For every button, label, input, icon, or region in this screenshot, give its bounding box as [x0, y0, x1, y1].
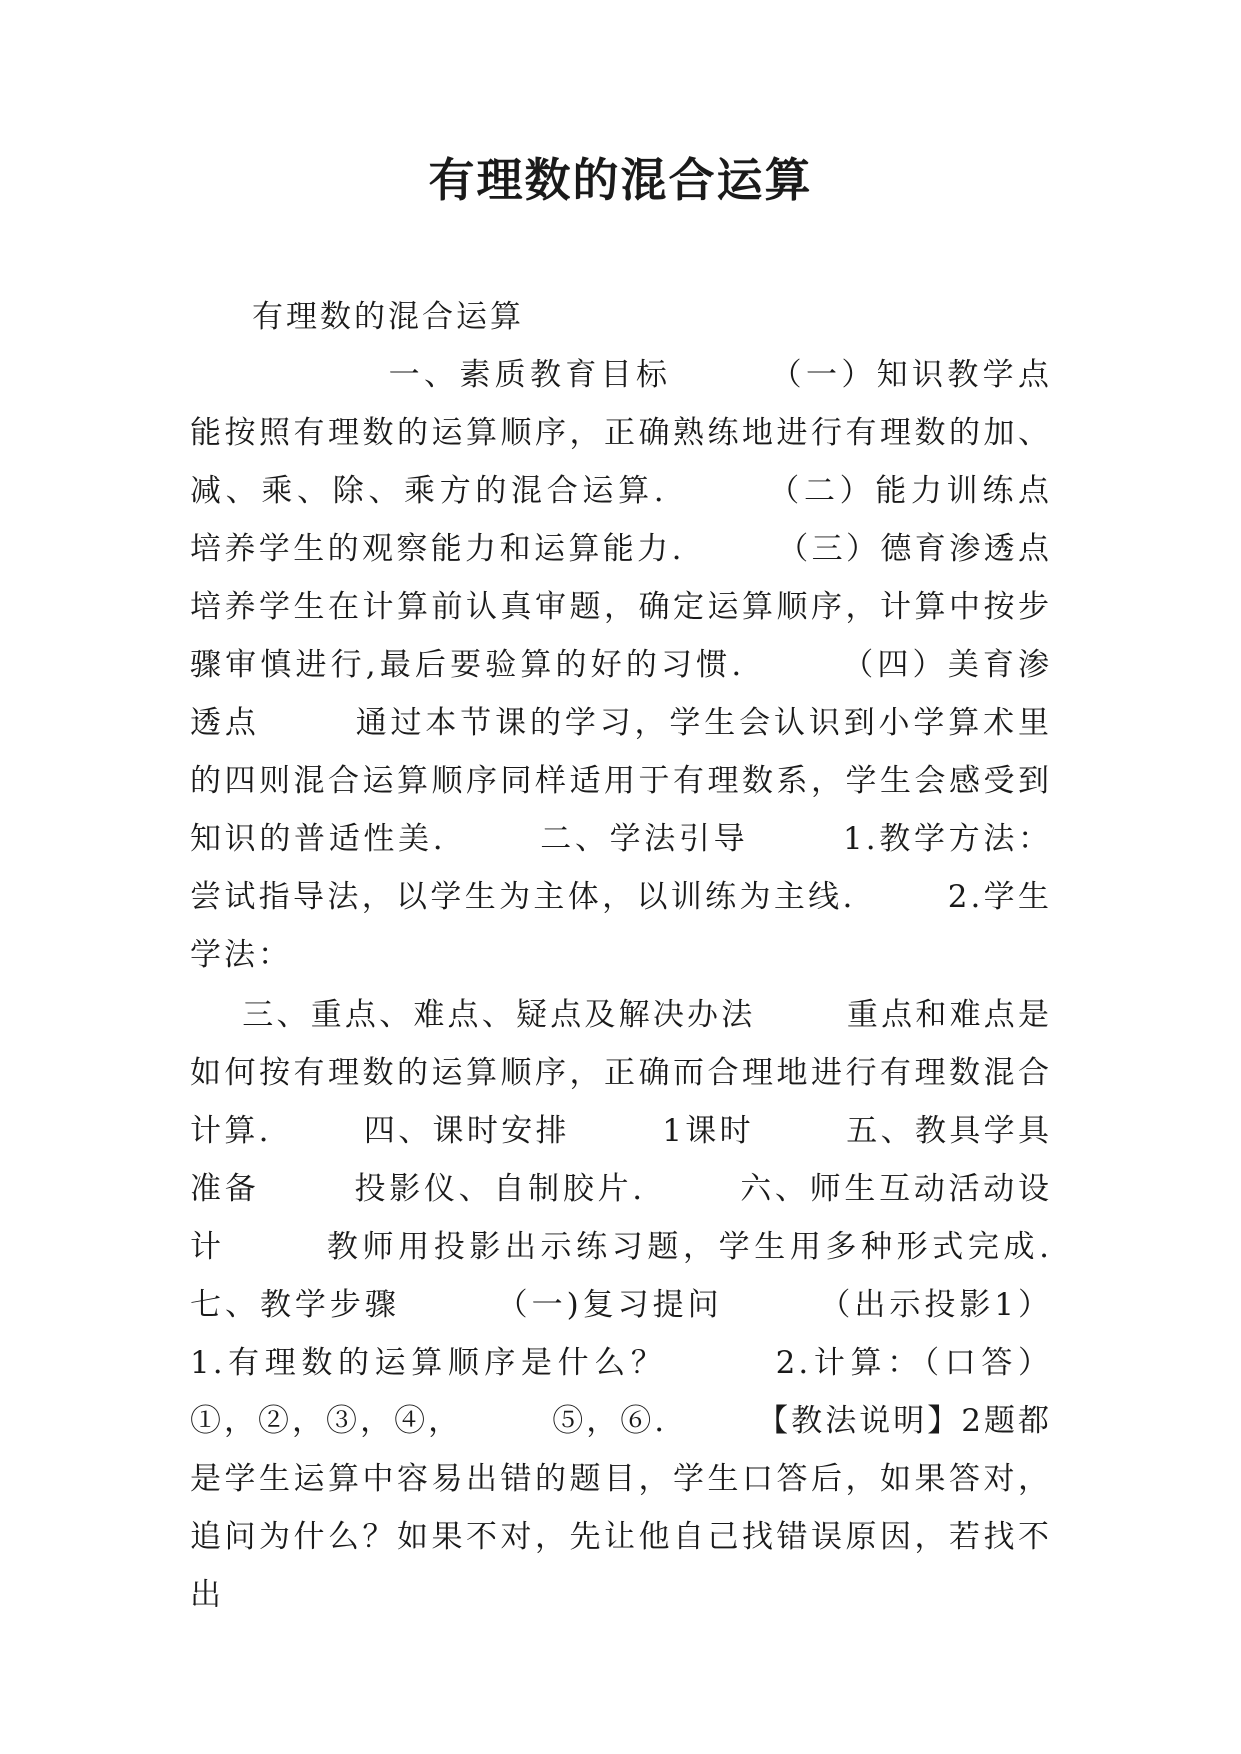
paragraph-heading: 有理数的混合运算: [252, 299, 524, 335]
paragraph-teaching-steps: 三、重点、难点、疑点及解决办法 重点和难点是如何按有理数的运算顺序，正确而合理地进行有理数混合计算. 四、课时安排 1课时 五、教具学具准备 投影仪、自制胶片. 六、师生互动活动设计 教师用投影出示练习题，学生用多种形式完成. 七、教学步骤 （一)复习提问 （出示投影1） 1.有理数的运算顺序是什么？ 2.计算：（口答） ①，②，③，④， ⑤，⑥. 【教法说明】2题都是学生运算中容易出错的题目，学生口答后，如果答对，追问为什么？如果不对，先让他自己找错误原因，若找不出: [190, 997, 1142, 1613]
document-title: 有理数的混合运算: [428, 153, 813, 207]
paragraph-objectives: 一、素质教育目标 （一）知识教学点 能按照有理数的运算顺序，正确熟练地进行有理数的加、减、乘、除、乘方的混合运算. （二）能力训练点 培养学生的观察能力和运算能力. （三）德育渗透点 培养学生在计算前认真审题，确定运算顺序，计算中按步骤审慎进行,最后要验算的好的习惯. （四）美育渗透点 通过本节课的学习，学生会认识到小学算术里的四则混合运算顺序同样适用于有理数系，学生会感受到知识的普适性美. 二、学法引导 1.教学方法：尝试指导法，以学生为主体，以训练为主线. 2.学生学法：: [190, 357, 1142, 973]
